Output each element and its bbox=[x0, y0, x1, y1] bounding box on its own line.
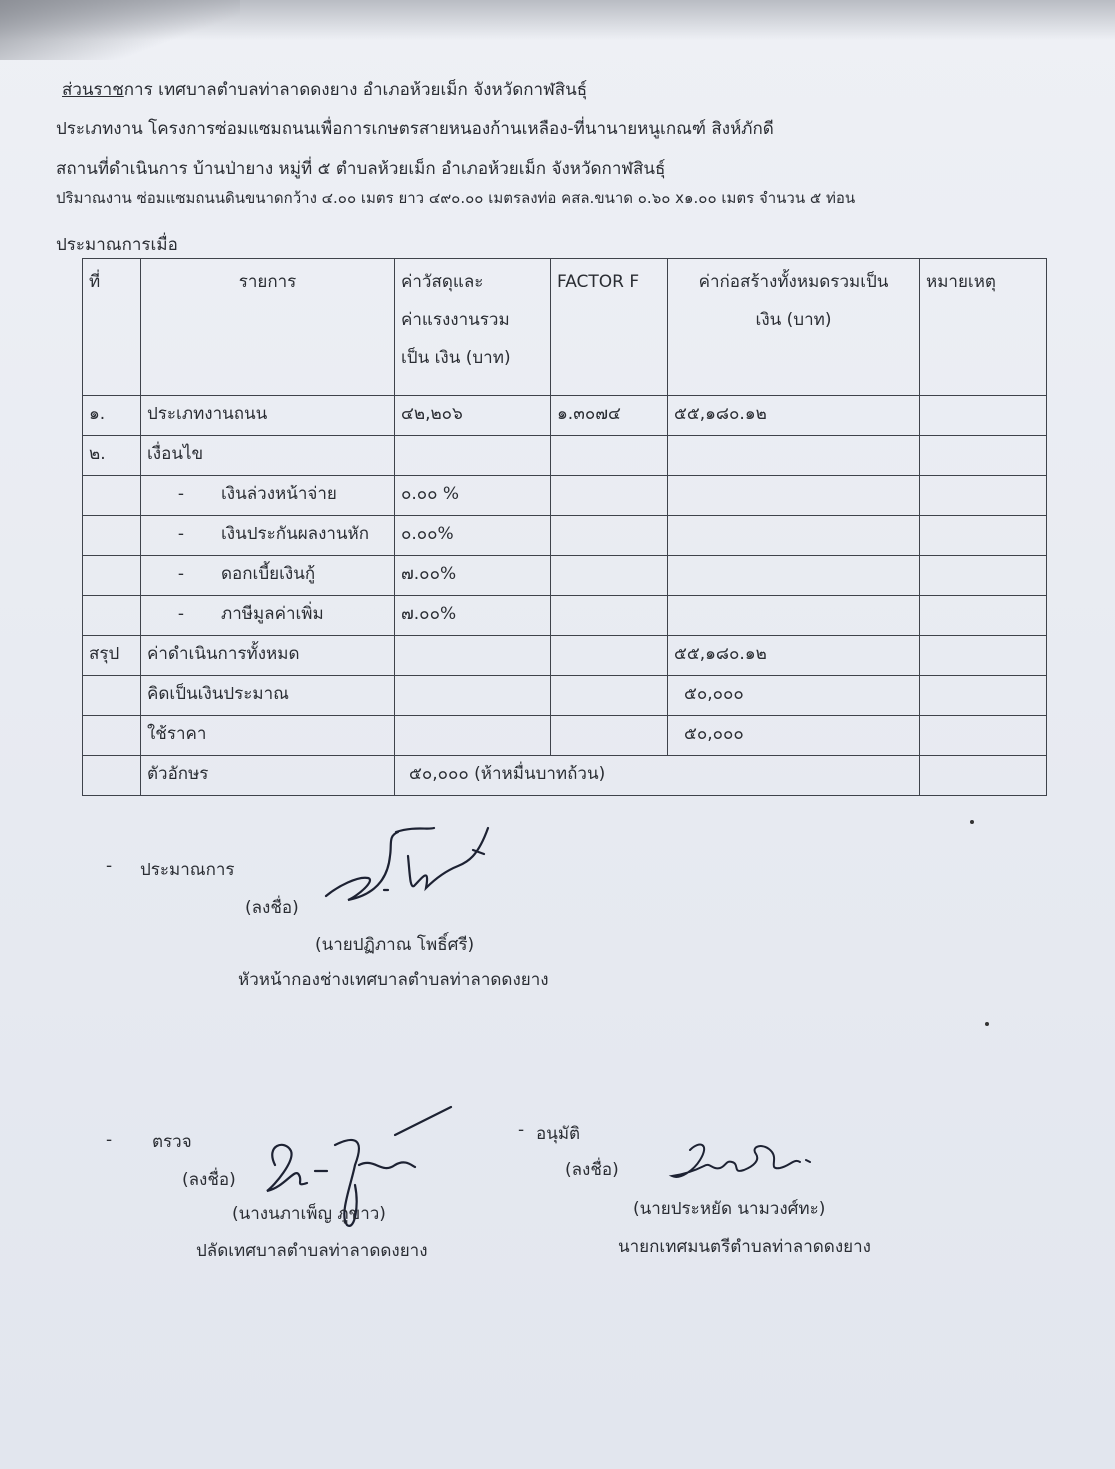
summary-label: สรุป bbox=[83, 636, 141, 676]
summary-total-value: ๕๕,๑๘๐.๑๒ bbox=[668, 636, 920, 676]
estimator-title: หัวหน้ากองช่างเทศบาลตำบลท่าลาดดงยาง bbox=[238, 970, 549, 990]
page-corner-shadow bbox=[0, 0, 240, 60]
header-cost: ค่าวัสดุและ ค่าแรงงานรวม เป็น เงิน (บาท) bbox=[395, 259, 551, 396]
summary-approx-label: คิดเป็นเงินประมาณ bbox=[141, 676, 395, 716]
table-row bbox=[83, 436, 1047, 476]
table-header-row bbox=[83, 259, 1047, 396]
estimator-role: ประมาณการ bbox=[140, 860, 235, 880]
condition-interest: - ดอกเบี้ยเงินกู้ bbox=[141, 556, 395, 596]
table-row bbox=[83, 756, 1047, 796]
location-line: สถานที่ดำเนินการ บ้านป่ายาง หมู่ที่ ๕ ตำบลห้วยเม็ก อำเภอห้วยเม็ก จังหวัดกาฬสินธุ์ bbox=[56, 159, 666, 179]
header-remark: หมายเหตุ bbox=[920, 259, 1047, 396]
checker-sign-label: (ลงชื่อ) bbox=[182, 1170, 236, 1190]
header-item: รายการ bbox=[141, 259, 395, 396]
row1-total: ๕๕,๑๘๐.๑๒ bbox=[668, 396, 920, 436]
agency-line bbox=[62, 76, 587, 103]
row1-factor: ๑.๓๐๗๔ bbox=[551, 396, 668, 436]
table-row bbox=[83, 556, 1047, 596]
approver-signature-image bbox=[660, 1130, 820, 1200]
table-row bbox=[83, 716, 1047, 756]
row1-cost: ๔๒,๒๐๖ bbox=[395, 396, 551, 436]
condition-advance-value: ๐.๐๐ % bbox=[395, 476, 551, 516]
condition-vat: - ภาษีมูลค่าเพิ่ม bbox=[141, 596, 395, 636]
approver-title: นายกเทศมนตรีตำบลท่าลาดดงยาง bbox=[618, 1237, 871, 1257]
table-row bbox=[83, 396, 1047, 436]
checker-role: ตรวจ bbox=[152, 1132, 192, 1152]
header-factor: FACTOR F bbox=[551, 259, 668, 396]
row2-item: เงื่อนไข bbox=[141, 436, 395, 476]
agency-text: การ เทศบาลตำบลท่าลาดดงยาง อำเภอห้วยเม็ก จังหวัดกาฬสินธุ์ bbox=[123, 80, 588, 100]
condition-advance: - เงินล่วงหน้าจ่าย bbox=[141, 476, 395, 516]
approver-dash: - bbox=[518, 1120, 525, 1140]
agency-label: ส่วนราช bbox=[62, 80, 124, 100]
estimator-signature-image bbox=[318, 816, 498, 916]
table-row bbox=[83, 676, 1047, 716]
summary-words-label: ตัวอักษร bbox=[141, 756, 395, 796]
summary-use-price-label: ใช้ราคา bbox=[141, 716, 395, 756]
summary-approx-value: ๕๐,๐๐๐ bbox=[668, 676, 920, 716]
table-row bbox=[83, 596, 1047, 636]
work-type-line: ประเภทงาน โครงการซ่อมแซมถนนเพื่อการเกษตรสายหนองก้านเหลือง-ที่นานายหนูเกณฑ์ สิงห์ภักดี bbox=[56, 119, 774, 139]
condition-vat-value: ๗.๐๐% bbox=[395, 596, 551, 636]
summary-total-label: ค่าดำเนินการทั้งหมด bbox=[141, 636, 395, 676]
estimator-name: (นายปฏิภาณ โพธิ์ศรี) bbox=[315, 935, 475, 955]
checker-name: (นางนภาเพ็ญ ภูขาว) bbox=[232, 1204, 386, 1224]
summary-words-value: ๕๐,๐๐๐ (ห้าหมื่นบาทถ้วน) bbox=[395, 756, 920, 796]
stray-mark bbox=[985, 1022, 989, 1026]
checker-dash: - bbox=[106, 1130, 113, 1150]
approver-sign-label: (ลงชื่อ) bbox=[565, 1160, 619, 1180]
quantity-line: ปริมาณงาน ซ่อมแซมถนนดินขนาดกว้าง ๔.๐๐ เมตร ยาว ๔๙๐.๐๐ เมตรลงท่อ คสล.ขนาด ๐.๖๐ x๑.๐๐ เมตร จำนวน ๕ ท่อน bbox=[56, 189, 856, 207]
row1-no: ๑. bbox=[83, 396, 141, 436]
condition-guarantee: - เงินประกันผลงานหัก bbox=[141, 516, 395, 556]
estimator-sign-label: (ลงชื่อ) bbox=[245, 898, 299, 918]
checker-title: ปลัดเทศบาลตำบลท่าลาดดงยาง bbox=[196, 1241, 428, 1261]
approver-name: (นายประหยัด นามวงศ์ทะ) bbox=[633, 1199, 826, 1219]
approver-role: อนุมัติ bbox=[536, 1124, 581, 1144]
estimator-dash: - bbox=[106, 856, 113, 876]
row1-item: ประเภทงานถนน bbox=[141, 396, 395, 436]
row2-no: ๒. bbox=[83, 436, 141, 476]
summary-use-price-value: ๕๐,๐๐๐ bbox=[668, 716, 920, 756]
table-row bbox=[83, 636, 1047, 676]
estimate-date-line: ประมาณการเมื่อ bbox=[56, 235, 178, 255]
header-total: ค่าก่อสร้างทั้งหมดรวมเป็น เงิน (บาท) bbox=[668, 259, 920, 396]
header-no: ที่ bbox=[83, 259, 141, 396]
table-row bbox=[83, 476, 1047, 516]
estimate-table bbox=[82, 258, 1047, 796]
condition-interest-value: ๗.๐๐% bbox=[395, 556, 551, 596]
stray-mark bbox=[970, 820, 974, 824]
table-row bbox=[83, 516, 1047, 556]
row1-remark bbox=[920, 396, 1047, 436]
condition-guarantee-value: ๐.๐๐% bbox=[395, 516, 551, 556]
